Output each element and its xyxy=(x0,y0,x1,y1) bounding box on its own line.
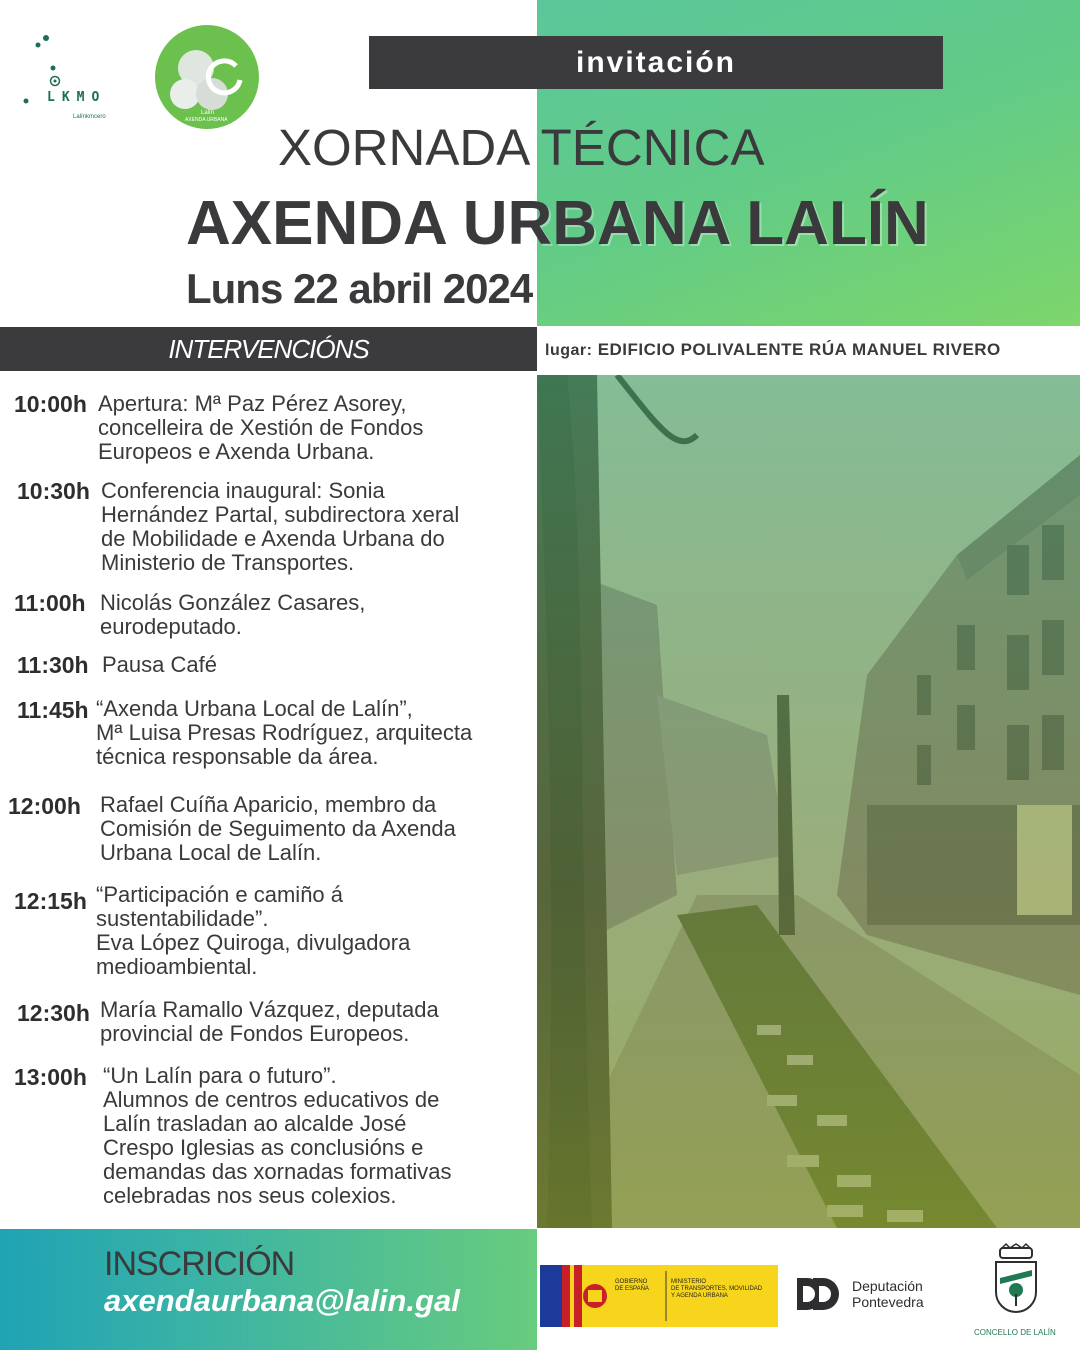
venue-label: lugar: xyxy=(545,342,593,359)
interventions-label: INTERVENCIÓNS xyxy=(168,333,369,364)
event-main-title: AXENDA URBANA LALÍN xyxy=(186,189,929,258)
schedule-time: 10:30h xyxy=(17,478,90,504)
concello-lalin-logo xyxy=(970,1242,1062,1338)
schedule-item: Conferencia inaugural: Sonia Hernández Partal, subdirectora xeral de Mobilidade e Axenda Urbana do Ministerio de Transportes. xyxy=(101,478,460,575)
lkmo-wordmark: LKMO xyxy=(47,90,107,105)
lkmo-subtitle: Lalínkmcero xyxy=(73,114,106,120)
registration-email-link[interactable]: axendaurbana@lalin.gal xyxy=(104,1283,460,1318)
schedule-time: 12:30h xyxy=(17,1000,90,1026)
venue-line xyxy=(545,340,1001,360)
schedule-item: “Axenda Urbana Local de Lalín”, Mª Luisa Presas Rodríguez, arquitecta técnica responsable da área. xyxy=(96,696,473,769)
gobierno-espana-logo xyxy=(540,1265,778,1327)
schedule-time: 12:00h xyxy=(8,793,81,819)
venue-value: EDIFICIO POLIVALENTE RÚA MANUEL RIVERO xyxy=(597,340,1001,359)
schedule-item: Nicolás González Casares, eurodeputado. xyxy=(100,590,366,639)
invitation-banner xyxy=(369,36,943,89)
schedule-item: Apertura: Mª Paz Pérez Asorey, concelleira de Xestión de Fondos Europeos e Axenda Urbana. xyxy=(98,391,424,464)
event-date: Luns 22 abril 2024 xyxy=(186,265,533,312)
axenda-logo-subtitle: AXENDA URBANA xyxy=(185,117,228,123)
schedule-item: Rafael Cuíña Aparicio, membro da Comisión de Seguimento da Axenda Urbana Local de Lalín. xyxy=(100,792,456,865)
schedule-time: 11:00h xyxy=(14,590,86,616)
event-type-title: XORNADA TÉCNICA xyxy=(278,119,765,176)
schedule-item: Pausa Café xyxy=(102,652,217,677)
schedule-time: 11:30h xyxy=(17,652,89,678)
registration-label: INSCRICIÓN xyxy=(104,1245,295,1283)
schedule-time: 11:45h xyxy=(17,697,89,723)
schedule-item: María Ramallo Vázquez, deputada provincial de Fondos Europeos. xyxy=(100,997,439,1046)
ministerio-label: MINISTERIO DE TRANSPORTES, MOVILIDAD Y AGENDA URBANA xyxy=(671,1279,763,1299)
axenda-logo-small: Lalín xyxy=(201,110,215,116)
concello-label: CONCELLO DE LALÍN xyxy=(974,1328,1056,1337)
schedule-item: “Participación e camiño á sustentabilidade”. Eva López Quiroga, divulgadora medioambiental. xyxy=(96,882,411,979)
schedule-time: 13:00h xyxy=(14,1064,87,1090)
deputacion-label: Deputación Pontevedra xyxy=(852,1278,924,1310)
invitation-label: invitación xyxy=(575,45,737,79)
schedule-item: “Un Lalín para o futuro”. Alumnos de centros educativos de Lalín trasladan ao alcalde José Crespo Iglesias as conclusións e demandas das xornadas formativas celebradas nos seus colexios. xyxy=(103,1063,452,1208)
axenda-urbana-logo xyxy=(154,24,260,130)
gobierno-label: GOBIERNO DE ESPAÑA xyxy=(615,1279,649,1292)
street-photo xyxy=(537,375,1080,1228)
schedule-time: 12:15h xyxy=(14,888,87,914)
interventions-header xyxy=(0,327,537,371)
deputacion-pontevedra-logo xyxy=(795,1270,945,1320)
lkmo-logo xyxy=(18,28,128,128)
schedule-time: 10:00h xyxy=(14,391,87,417)
